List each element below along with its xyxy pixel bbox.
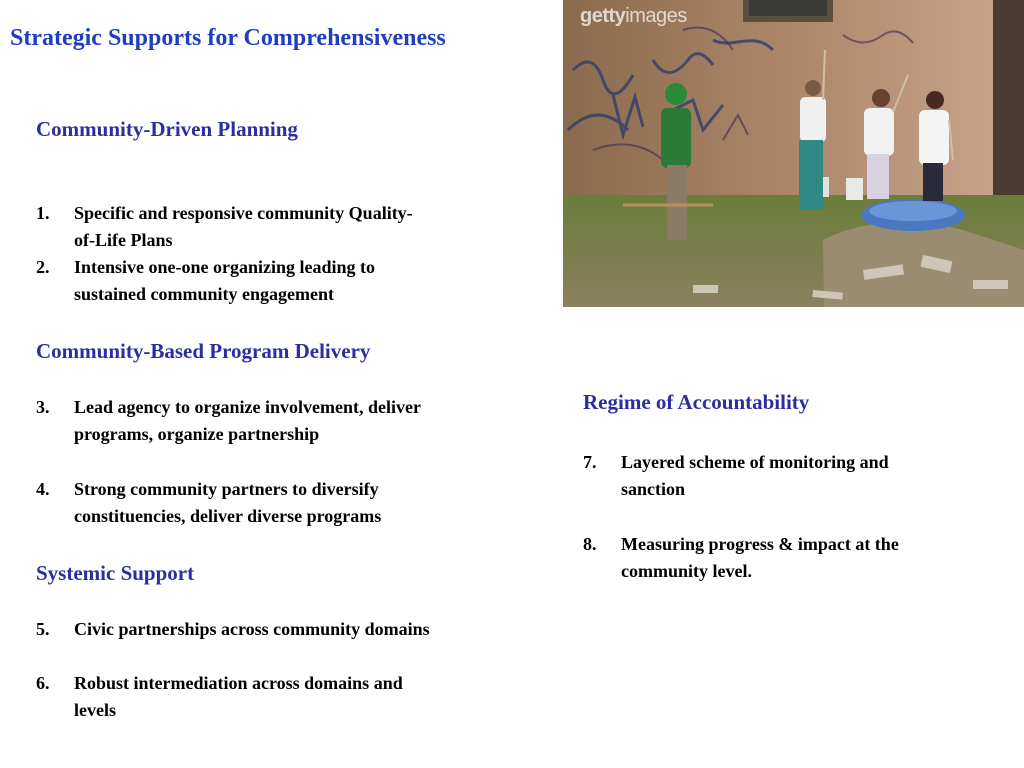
item-line: Layered scheme of monitoring and: [621, 452, 889, 472]
item-number: 3.: [36, 397, 50, 417]
item-line: Strong community partners to diversify: [74, 479, 379, 499]
section-heading-planning: Community-Driven Planning: [36, 117, 298, 141]
item-number: 7.: [583, 452, 597, 472]
section-heading-accountability: Regime of Accountability: [583, 390, 810, 414]
section-heading-systemic: Systemic Support: [36, 561, 195, 585]
item-number: 4.: [36, 479, 50, 499]
item-line: Robust intermediation across domains and: [74, 673, 403, 693]
item-line: levels: [74, 700, 116, 720]
item-line: of-Life Plans: [74, 230, 173, 250]
item-line: Specific and responsive community Quality-: [74, 203, 413, 223]
item-number: 6.: [36, 673, 50, 693]
volunteers-painting-photo: [563, 0, 1024, 307]
item-number: 1.: [36, 203, 50, 223]
item-number: 8.: [583, 534, 597, 554]
item-line: Lead agency to organize involvement, deliver: [74, 397, 421, 417]
item-line: Civic partnerships across community domains: [74, 619, 430, 639]
watermark-logo: gettyimages: [580, 5, 687, 27]
slide-title: Strategic Supports for Comprehensiveness: [10, 25, 446, 51]
item-line: Measuring progress & impact at the: [621, 534, 899, 554]
item-line: sustained community engagement: [74, 284, 334, 304]
item-line: programs, organize partnership: [74, 424, 320, 444]
item-line: community level.: [621, 561, 752, 581]
item-number: 2.: [36, 257, 50, 277]
item-number: 5.: [36, 619, 50, 639]
item-line: Intensive one-one organizing leading to: [74, 257, 376, 277]
section-heading-delivery: Community-Based Program Delivery: [36, 339, 371, 363]
item-line: constituencies, deliver diverse programs: [74, 506, 382, 526]
item-line: sanction: [621, 479, 686, 499]
